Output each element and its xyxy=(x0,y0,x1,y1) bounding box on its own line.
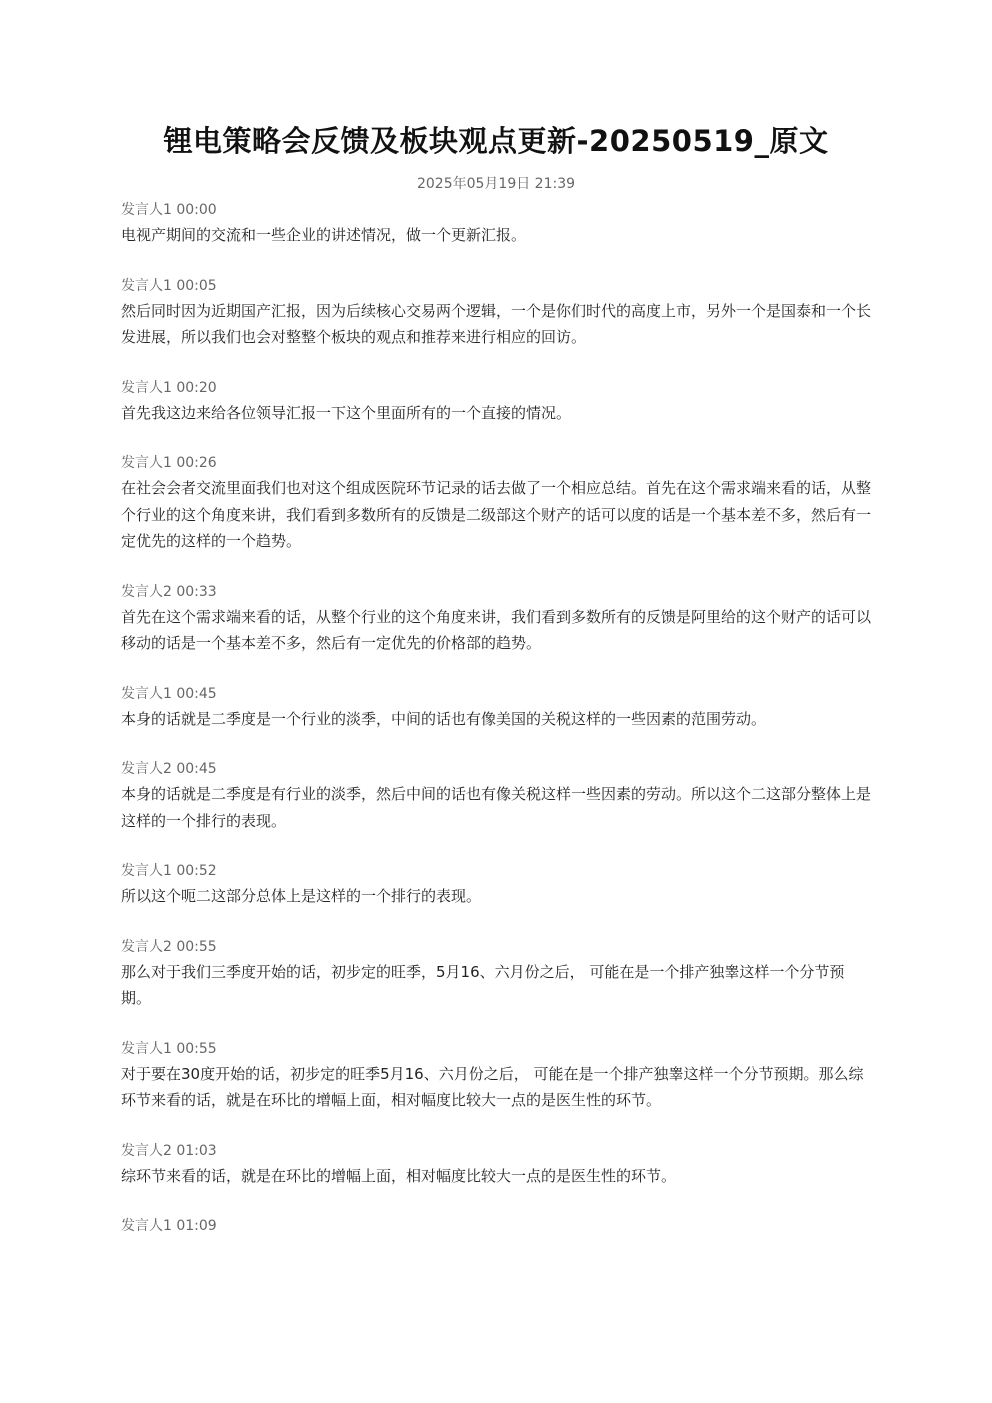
speech-text: 本身的话就是二季度是一个行业的淡季，中间的话也有像美国的关税这样的一些因素的范围劳动。 xyxy=(121,709,767,728)
speaker-timestamp: 发言人1 00:55 xyxy=(121,1040,217,1057)
transcript-entry xyxy=(121,377,873,427)
transcript-entry xyxy=(121,1140,873,1190)
speech-text: 首先我这边来给各位领导汇报一下这个里面所有的一个直接的情况。 xyxy=(121,403,572,422)
speaker-timestamp: 发言人1 00:45 xyxy=(121,685,217,702)
speech-text: 那么对于我们三季度开始的话，初步定的旺季，5月16、六月份之后， 可能在是一个排产独睾这样一个分节预期。 xyxy=(121,962,845,1007)
speaker-timestamp: 发言人1 01:09 xyxy=(121,1218,217,1234)
transcript-entry xyxy=(121,936,873,1012)
speech-text: 电视产期间的交流和一些企业的讲述情况，做一个更新汇报。 xyxy=(121,226,527,244)
speaker-timestamp: 发言人1 00:26 xyxy=(121,455,217,471)
transcript-entry xyxy=(121,199,873,249)
speech-text: 对于要在30度开始的话，初步定的旺季5月16、六月份之后， 可能在是一个排产独睾这样一个分节预期。那么综环节来看的话，就是在环比的增幅上面，相对幅度比较大一点的是医生性的环节。 xyxy=(121,1064,864,1109)
speaker-timestamp: 发言人1 00:05 xyxy=(121,277,217,294)
transcript-entry xyxy=(121,860,873,910)
speech-text: 本身的话就是二季度是有行业的淡季，然后中间的话也有像关税这样一些因素的劳动。所以这个二这部分整体上是这样的一个排行的表现。 xyxy=(121,785,872,830)
speech-text: 所以这个呃二这部分总体上是这样的一个排行的表现。 xyxy=(121,887,482,905)
speaker-timestamp: 发言人2 00:55 xyxy=(121,938,217,955)
speaker-timestamp: 发言人2 01:03 xyxy=(121,1142,217,1159)
transcript-entry xyxy=(121,1215,873,1237)
speaker-timestamp: 发言人2 00:33 xyxy=(121,583,217,600)
speech-text: 然后同时因为近期国产汇报，因为后续核心交易两个逻辑，一个是你们时代的高度上市，另外一个是国泰和一个长发进展，所以我们也会对整整个板块的观点和推荐来进行相应的回访。 xyxy=(121,301,872,346)
transcript-entry xyxy=(121,452,873,555)
transcript-entry xyxy=(121,581,873,657)
transcript-entry xyxy=(121,275,873,351)
transcript-entry xyxy=(121,758,873,834)
speech-text: 综环节来看的话，就是在环比的增幅上面，相对幅度比较大一点的是医生性的环节。 xyxy=(121,1166,677,1185)
speech-text: 首先在这个需求端来看的话，从整个行业的这个角度来讲，我们看到多数所有的反馈是阿里给的这个财产的话可以移动的话是一个基本差不多，然后有一定优先的价格部的趋势。 xyxy=(121,607,872,652)
speaker-timestamp: 发言人1 00:20 xyxy=(121,379,217,396)
document-title: 锂电策略会反馈及板块观点更新-20250519_原文 xyxy=(163,124,829,158)
transcript-entry xyxy=(121,683,873,733)
speaker-timestamp: 发言人1 00:00 xyxy=(121,202,217,218)
speech-text: 在社会会者交流里面我们也对这个组成医院环节记录的话去做了一个相应总结。首先在这个需求端来看的话，从整个行业的这个角度来讲，我们看到多数所有的反馈是二级部这个财产的话可以度的话是一个基本差不多，然后有一定优先的这样的一个趋势。 xyxy=(121,479,872,550)
transcript-list xyxy=(121,199,873,1263)
speaker-timestamp: 发言人2 00:45 xyxy=(121,761,217,777)
transcript-entry xyxy=(121,1038,873,1114)
speaker-timestamp: 发言人1 00:52 xyxy=(121,863,217,879)
document-date: 2025年05月19日 21:39 xyxy=(416,176,576,192)
